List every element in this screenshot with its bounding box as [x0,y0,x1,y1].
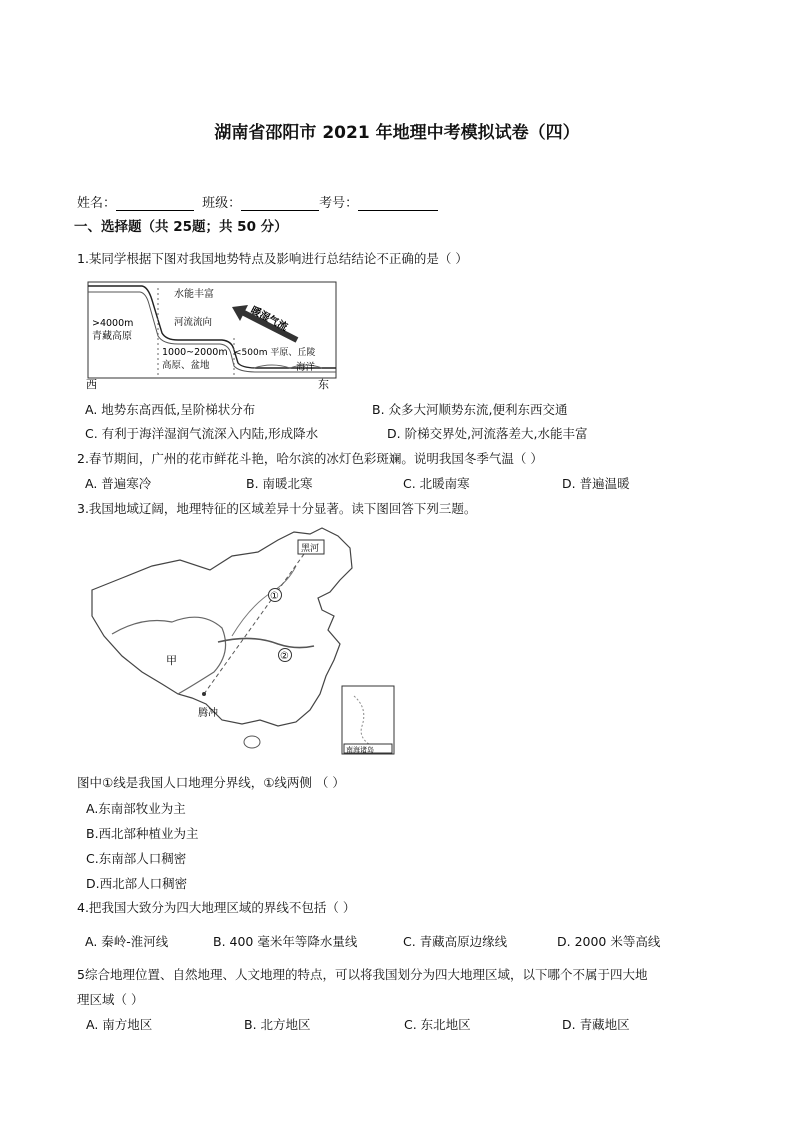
label-plateau-alt: >4000m [92,318,134,329]
question-3-stem: 3.我国地域辽阔，地理特征的区域差异十分显著。读下图回答下列三题。 [77,501,477,516]
question-5-option-d[interactable]: D. 青藏地区 [562,1017,630,1032]
label-plateau-name: 青藏高原 [92,331,132,342]
question-2-option-d[interactable]: D. 普遍温暖 [562,476,630,491]
label-low-alt: <500m 平原、丘陵 [234,348,316,358]
question-4-option-a[interactable]: A. 秦岭-淮河线 [85,934,169,949]
label-jia: 甲 [166,654,177,667]
exam-no-blank[interactable] [358,196,438,211]
question-4-option-d[interactable]: D. 2000 米等高线 [557,934,661,949]
label-tengchong: 腾冲 [198,708,218,719]
question-5-option-c[interactable]: C. 东北地区 [404,1017,471,1032]
class-blank[interactable] [241,196,319,211]
question-5-option-a[interactable]: A. 南方地区 [86,1017,153,1032]
page-title: 湖南省邵阳市 2021 年地理中考模拟试卷（四） [214,123,580,143]
question-4-stem: 4.把我国大致分为四大地理区域的界线不包括（ ） [77,900,356,915]
china-outline [92,528,352,726]
label-east: 东 [318,378,329,390]
question-4-option-b[interactable]: B. 400 毫米年等降水量线 [213,934,358,949]
question-2-option-a[interactable]: A. 普遍寒冷 [85,476,152,491]
label-mid-name: 高原、盆地 [162,360,210,371]
question-1-option-b[interactable]: B. 众多大河顺势东流,便利东西交通 [372,402,568,417]
label-heihe: 黑河 [301,544,320,554]
hainan-island [244,736,260,748]
student-info-row [77,192,438,211]
question-5-option-b[interactable]: B. 北方地区 [244,1017,311,1032]
name-blank[interactable] [116,196,194,211]
question-5-stem-line-1: 5综合地理位置、自然地理、人文地理的特点，可以将我国划分为四大地理区域，以下哪个不属于四大地 [77,967,648,982]
precip-line [232,566,296,636]
question-1-option-a[interactable]: A. 地势东高西低,呈阶梯状分布 [85,402,256,417]
question-1-option-c[interactable]: C. 有利于海洋湿润气流深入内陆,形成降水 [85,426,319,441]
terrain-profile-figure [82,278,342,390]
question-4-option-c[interactable]: C. 青藏高原边缘线 [403,934,508,949]
class-label: 班级： [202,196,242,211]
question-5-stem-line-2: 理区域（ ） [77,992,144,1007]
label-mid-alt: 1000~2000m [162,347,228,358]
label-west: 西 [86,378,97,390]
label-line-1: ① [270,591,279,602]
question-2-option-b[interactable]: B. 南暖北寒 [246,476,313,491]
label-line-2: ② [280,651,289,662]
question-2-option-c[interactable]: C. 北暖南寒 [403,476,470,491]
inset-label: 南海诸岛 [346,746,374,754]
qinling-huaihe-line [218,638,314,647]
label-flow: 河流流向 [174,317,213,328]
label-hydro: 水能丰富 [174,289,214,300]
section-heading: 一、选择题（共 25题；共 50 分） [74,219,288,235]
question-2-stem: 2.春节期间，广州的花市鲜花斗艳，哈尔滨的冰灯色彩斑斓。说明我国冬季气温（ ） [77,451,543,466]
name-label: 姓名： [77,196,117,211]
question-3-option-d[interactable]: D.西北部人口稠密 [86,876,188,891]
label-ocean: 海洋 [296,362,316,373]
china-map-figure [82,526,402,762]
question-1-stem: 1.某同学根据下图对我国地势特点及影响进行总结结论不正确的是（ ） [77,251,468,266]
question-1-option-d[interactable]: D. 阶梯交界处,河流落差大,水能丰富 [387,426,588,441]
question-3-option-c[interactable]: C.东南部人口稠密 [86,851,187,866]
question-3-option-a[interactable]: A.东南部牧业为主 [86,801,186,816]
exam-no-label: 考号： [319,196,359,211]
tengchong-dot [202,692,206,696]
inset-boundary [354,696,372,746]
label-warm-air: 暖湿气流 [248,304,290,334]
question-3-sub-stem: 图中①线是我国人口地理分界线，①线两侧 （ ） [77,775,345,790]
question-3-option-b[interactable]: B.西北部种植业为主 [86,826,199,841]
